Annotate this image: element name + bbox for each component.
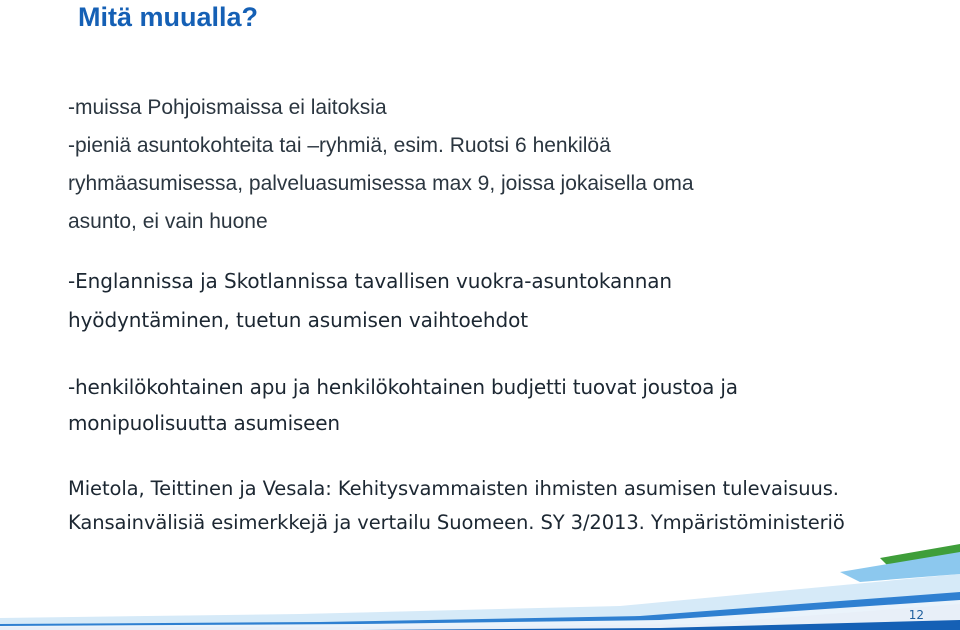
- section-personal-assistance: [68, 369, 948, 441]
- slide-title: Mitä muualla?: [78, 2, 259, 32]
- page-number: 12: [908, 608, 924, 622]
- section-personal-assistance-line: -henkilökohtainen apu ja henkilökohtainen budjetti tuovat joustoa ja: [68, 375, 738, 399]
- section-nordic: [68, 89, 948, 241]
- section-nordic-line: ryhmäasumisessa, palveluasumisessa max 9, joissa jokaisella oma: [68, 172, 694, 195]
- section-nordic-line: asunto, ei vain huone: [68, 210, 268, 233]
- section-nordic-line: -pieniä asuntokohteita tai –ryhmiä, esim. Ruotsi 6 henkilöä: [68, 134, 611, 157]
- reference-line: Kansainvälisiä esimerkkejä ja vertailu Suomeen. SY 3/2013. Ympäristöministeriö: [68, 511, 845, 534]
- reference: [68, 472, 948, 540]
- section-uk-line: hyödyntäminen, tuetun asumisen vaihtoehdot: [68, 308, 528, 332]
- section-uk: [68, 262, 948, 340]
- section-uk-line: -Englannissa ja Skotlannissa tavallisen vuokra-asuntokannan: [68, 269, 673, 293]
- footer-decoration: [0, 540, 960, 630]
- section-nordic-line: -muissa Pohjoismaissa ei laitoksia: [68, 96, 387, 119]
- reference-line: Mietola, Teittinen ja Vesala: Kehitysvammaisten ihmisten asumisen tulevaisuus.: [68, 477, 839, 500]
- section-personal-assistance-line: monipuolisuutta asumiseen: [68, 411, 340, 435]
